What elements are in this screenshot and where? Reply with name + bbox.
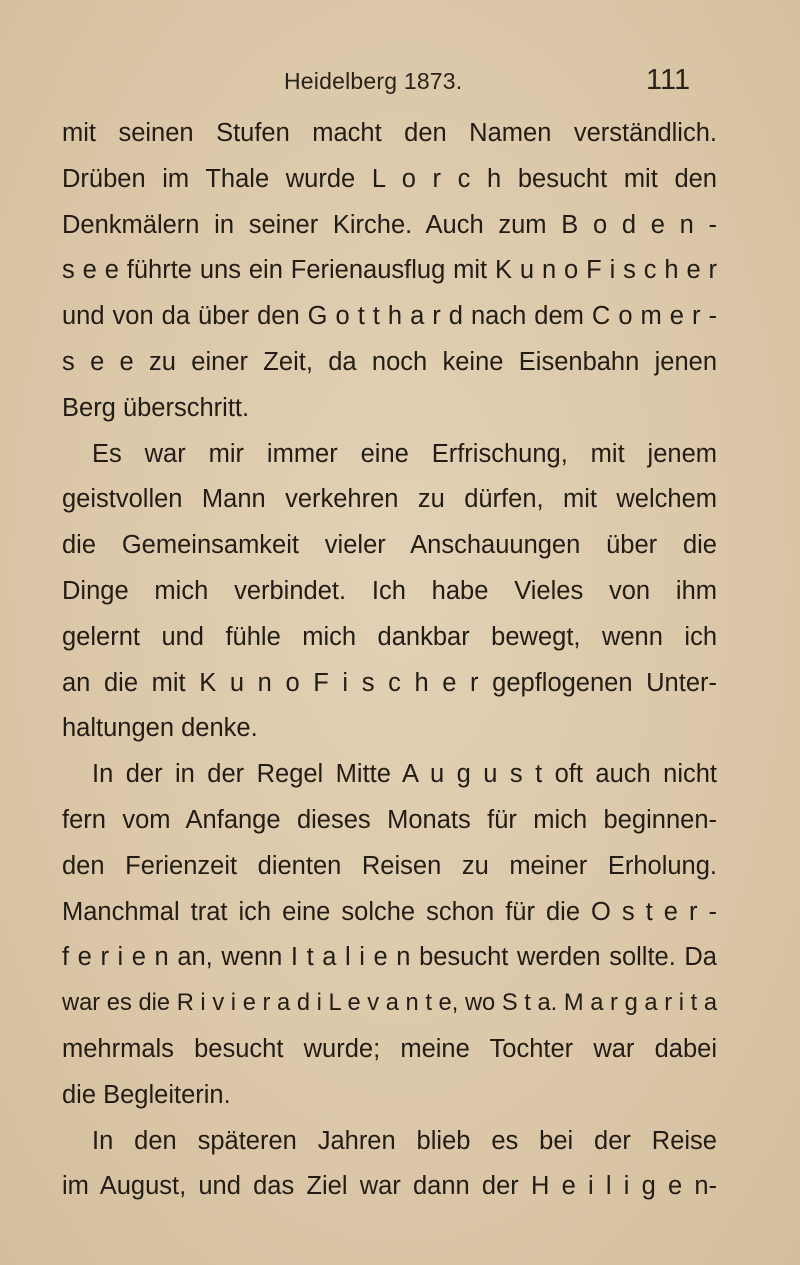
text-line: s e e zu einer Zeit, da noch keine Eisenbahn jenen [62, 347, 717, 376]
text-line: In den späteren Jahren blieb es bei der Reise [92, 1126, 717, 1155]
text-line: haltungen denke. [62, 714, 258, 743]
text-line: f e r i e n an, wenn I t a l i e n besucht werden sollte. Da [62, 943, 717, 972]
text-line: Dinge mich verbindet. Ich habe Vieles von ihm [62, 576, 717, 605]
text-line: Berg überschritt. [62, 393, 250, 422]
text-line: im August, und das Ziel war dann der H e i l i g e n- [62, 1172, 717, 1201]
text-line: war es die R i v i e r a d i L e v a n t e, wo S t a. M a r g a r i t a [62, 990, 717, 1017]
text-line: mit seinen Stufen macht den Namen verständlich. [62, 119, 717, 147]
page-header [0, 62, 800, 102]
text-line: In der in der Regel Mitte A u g u s t oft auch nicht [92, 760, 717, 789]
text-line: Denkmälern in seiner Kirche. Auch zum B o d e n - [62, 210, 717, 239]
text-line: fern vom Anfange dieses Monats für mich beginnen- [62, 805, 717, 834]
text-line: geistvollen Mann verkehren zu dürfen, mit welchem [62, 485, 717, 514]
text-line: den Ferienzeit dienten Reisen zu meiner Erholung. [62, 851, 717, 880]
text-line: gelernt und fühle mich dankbar bewegt, wenn ich [62, 622, 717, 651]
text-line: Es war mir immer eine Erfrischung, mit jenem [92, 439, 717, 468]
text-line: die Begleiterin. [62, 1080, 231, 1109]
text-line: und von da über den G o t t h a r d nach dem C o m e r - [62, 302, 717, 331]
text-line: Drüben im Thale wurde L o r c h besucht mit den [62, 164, 717, 193]
running-title: Heidelberg 1873. [284, 68, 463, 94]
page-number: 111 [646, 64, 691, 96]
text-line: Manchmal trat ich eine solche schon für die O s t e r - [62, 897, 717, 926]
text-line: an die mit K u n o F i s c h e r gepflogenen Unter- [62, 668, 717, 697]
text-line: s e e führte uns ein Ferienausflug mit K u n o F i s c h e r [62, 256, 717, 285]
text-line: die Gemeinsamkeit vieler Anschauungen über die [62, 531, 717, 560]
text-line: mehrmals besucht wurde; meine Tochter war dabei [62, 1034, 717, 1063]
body-text [62, 111, 717, 1210]
